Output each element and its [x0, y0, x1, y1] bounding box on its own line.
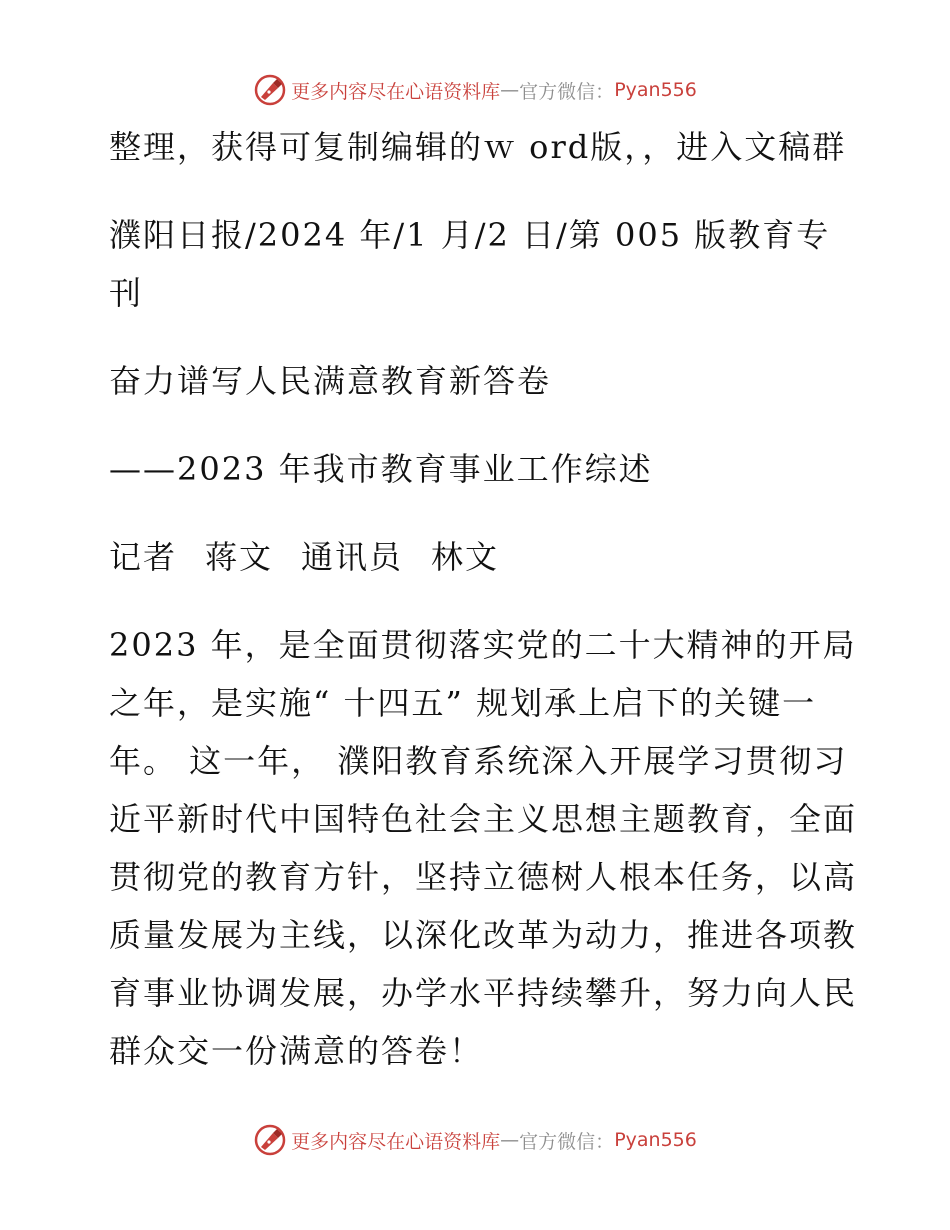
banner-dash: —: [500, 79, 520, 101]
correspondent-name: 林文: [431, 538, 500, 576]
pen-nib-logo-icon: [253, 1123, 287, 1157]
body-paragraph: 2023 年，是全面贯彻落实党的二十大精神的开局之年，是实施“ 十四五” 规划承上启下的关键一年。 这一年， 濮阳教育系统深入开展学习贯彻习近平新时代中国特色社会主义思想主题教育，全面贯彻党的教育方针，坚持立德树人根本任务，以高质量发展为主线，以深化改革为动力，推进各项教育事业协调发展，办学水平持续攀升，努力向人民群众交一份满意的答卷！: [109, 626, 858, 1070]
banner-official-label: 官方微信：: [519, 80, 615, 103]
header-banner: [0, 70, 950, 110]
reporter-label: 记者: [109, 538, 178, 576]
article-title: 奋力谱写人民满意教育新答卷: [109, 362, 552, 400]
banner-wechat-id: Pyan556: [614, 79, 697, 101]
footer-banner: [0, 1120, 950, 1160]
article-subtitle: ——2023 年我市教育事业工作综述: [109, 450, 653, 488]
pen-nib-logo-icon: [253, 73, 287, 107]
byline: [97, 528, 857, 586]
footer-wechat-id: Pyan556: [614, 1129, 697, 1151]
reporter-name: 蒋文: [205, 538, 274, 576]
source-line: 濮阳日报/2024 年/1 月/2 日/第 005 版教育专刊: [109, 216, 831, 312]
footer-banner-text: 更多内容尽在心语资料库: [291, 1130, 501, 1153]
footer-official-label: 官方微信：: [519, 1130, 615, 1153]
intro-line: 整理，获得可复制编辑的ｗ ord版，，进入文稿群: [109, 128, 847, 166]
footer-banner-dash: —: [500, 1129, 520, 1151]
correspondent-label: 通讯员: [301, 538, 404, 576]
document-body: [97, 118, 857, 1080]
banner-text: 更多内容尽在心语资料库: [291, 80, 501, 103]
